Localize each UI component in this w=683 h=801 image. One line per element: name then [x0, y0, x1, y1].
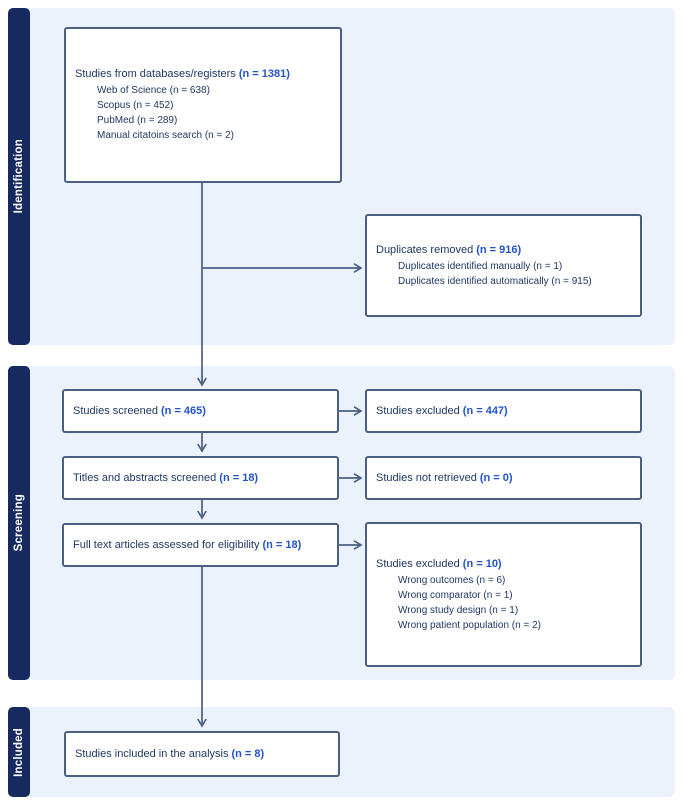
box-count: (n = 447): [462, 404, 508, 417]
box-count: (n = 1381): [238, 68, 290, 80]
box-count: (n = 0): [479, 471, 513, 484]
included-stage-label: Included: [13, 727, 25, 777]
box-title: [376, 243, 632, 258]
identification-stage-bar: [8, 8, 30, 345]
box-title-text: Duplicates removed: [376, 243, 474, 256]
box-title-text: Studies from databases/registers: [75, 68, 236, 80]
box-studies-not-retrieved: [365, 456, 642, 500]
box-count: (n = 10): [462, 557, 502, 570]
box-title: [75, 67, 332, 82]
box-count: (n = 18): [262, 538, 302, 551]
sub-item: Duplicates identified manually (n = 1): [398, 260, 563, 272]
box-count: (n = 916): [476, 243, 522, 256]
included-stage-bar: [8, 707, 30, 797]
box-studies-excluded-screening: [365, 389, 642, 433]
box-full-text-assessed: [62, 523, 339, 567]
box-title: [73, 471, 329, 486]
box-studies-included: [64, 731, 340, 777]
sub-item: Wrong patient population (n = 2): [398, 619, 541, 631]
box-count: (n = 465): [161, 404, 206, 417]
box-title: [73, 404, 329, 419]
box-title: [376, 404, 632, 419]
screening-stage-bar: [8, 366, 30, 680]
box-title-text: Titles and abstracts screened: [73, 471, 217, 484]
identification-stage-label: Identification: [13, 139, 25, 214]
box-duplicates-removed: [365, 214, 642, 317]
sub-item: Scopus (n = 452): [97, 100, 174, 111]
box-sub-items: [376, 573, 632, 633]
box-sub-items: [376, 259, 632, 289]
sub-item: Web of Science (n = 638): [97, 85, 210, 96]
box-title-text: Studies excluded: [376, 404, 460, 417]
box-title: [75, 747, 330, 762]
box-studies-from-databases: [64, 27, 342, 183]
box-title-text: Full text articles assessed for eligibility: [73, 538, 260, 551]
box-studies-excluded-fulltext: [365, 522, 642, 667]
box-title-text: Studies not retrieved: [376, 471, 477, 484]
box-titles-abstracts-screened: [62, 456, 339, 500]
box-count: (n = 8): [231, 747, 265, 760]
box-title-text: Studies screened: [73, 404, 158, 417]
box-studies-screened: [62, 389, 339, 433]
sub-item: Manual citatoins search (n = 2): [97, 130, 235, 141]
sub-item: PubMed (n = 289): [97, 115, 178, 126]
sub-item: Wrong outcomes (n = 6): [398, 574, 506, 586]
box-title-text: Studies excluded: [376, 557, 460, 570]
box-title: [376, 557, 632, 572]
screening-stage-label: Screening: [13, 494, 25, 552]
box-count: (n = 18): [219, 471, 259, 484]
sub-item: Duplicates identified automatically (n = 915): [398, 275, 592, 287]
box-sub-items: [75, 83, 332, 143]
sub-item: Wrong comparator (n = 1): [398, 589, 513, 601]
box-title-text: Studies included in the analysis: [75, 747, 229, 760]
sub-item: Wrong study design (n = 1): [398, 604, 519, 616]
box-title: [73, 538, 329, 553]
box-title: [376, 471, 632, 486]
